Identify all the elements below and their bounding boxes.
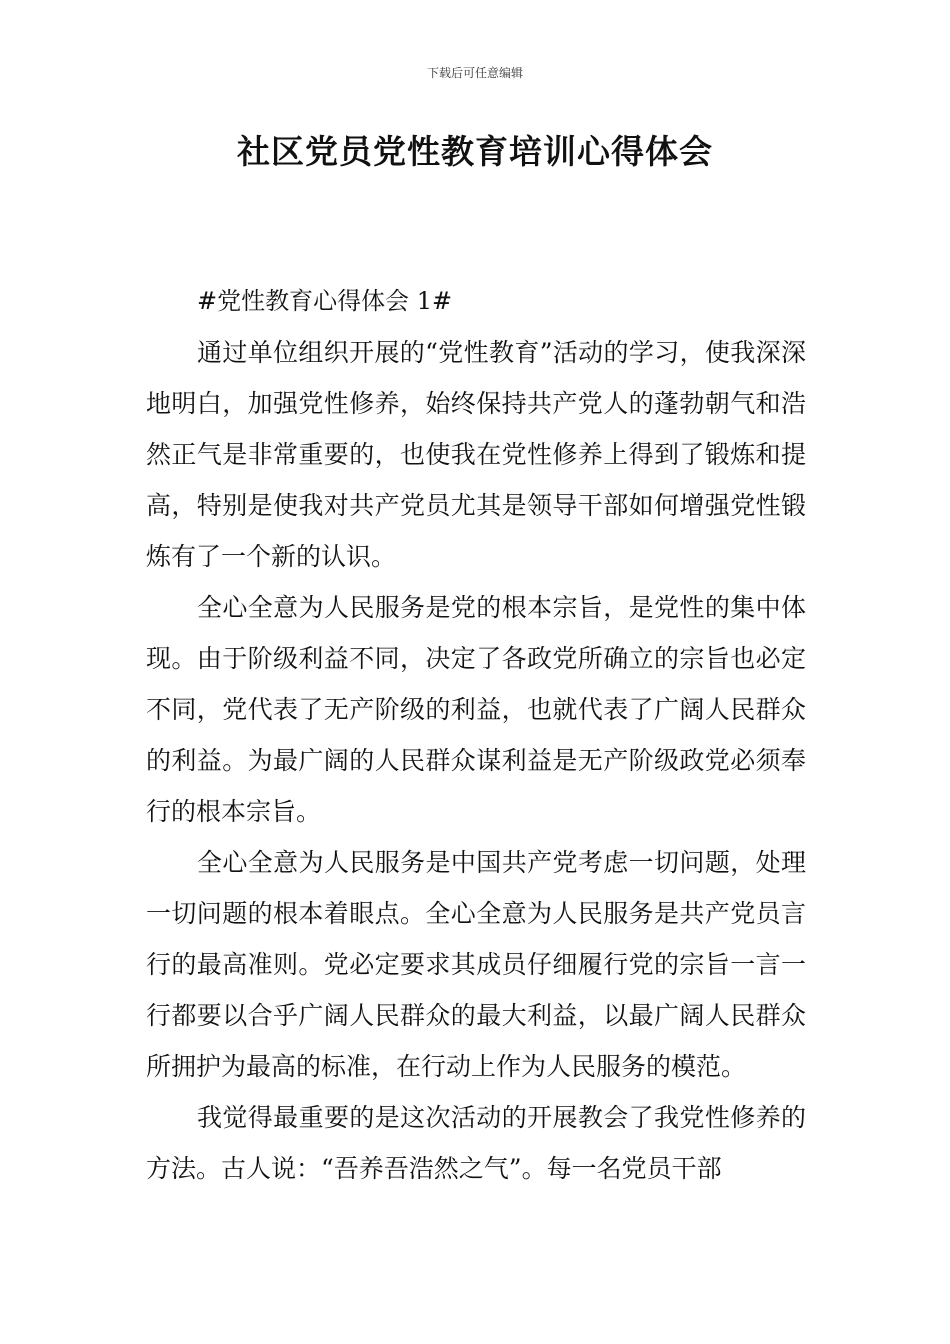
paragraph-3: 全心全意为人民服务是中国共产党考虑一切问题，处理一切问题的根本着眼点。全心全意为人民服务是共产党员言行的最高准则。党必定要求其成员仔细履行党的宗旨一言一行都要以合乎广阔人民群众的最大利益，以最广阔人民群众所拥护为最高的标准，在行动上作为人民服务的模范。 bbox=[146, 848, 806, 1081]
paragraph-1: 通过单位组织开展的“党性教育”活动的学习，使我深深地明白，加强党性修养，始终保持共产党人的蓬勃朝气和浩然正气是非常重要的，也使我在党性修养上得到了锻炼和提高，特别是使我对共产党员尤其是领导干部如何增强党性锻炼有了一个新的认识。 bbox=[146, 338, 806, 571]
document-body bbox=[146, 276, 806, 1194]
header-note: 下载后可任意编辑 bbox=[426, 66, 523, 80]
section-heading: #党性教育心得体会 1# bbox=[197, 287, 453, 315]
document-title: 社区党员党性教育培训心得体会 bbox=[237, 132, 713, 171]
paragraph-2: 全心全意为人民服务是党的根本宗旨，是党性的集中体现。由于阶级利益不同，决定了各政党所确立的宗旨也必定不同，党代表了无产阶级的利益，也就代表了广阔人民群众的利益。为最广阔的人民群众谋利益是无产阶级政党必须奉行的根本宗旨。 bbox=[146, 593, 806, 826]
paragraph-4: 我觉得最重要的是这次活动的开展教会了我党性修养的方法。古人说：“吾养吾浩然之气”。每一名党员干部 bbox=[146, 1103, 806, 1183]
